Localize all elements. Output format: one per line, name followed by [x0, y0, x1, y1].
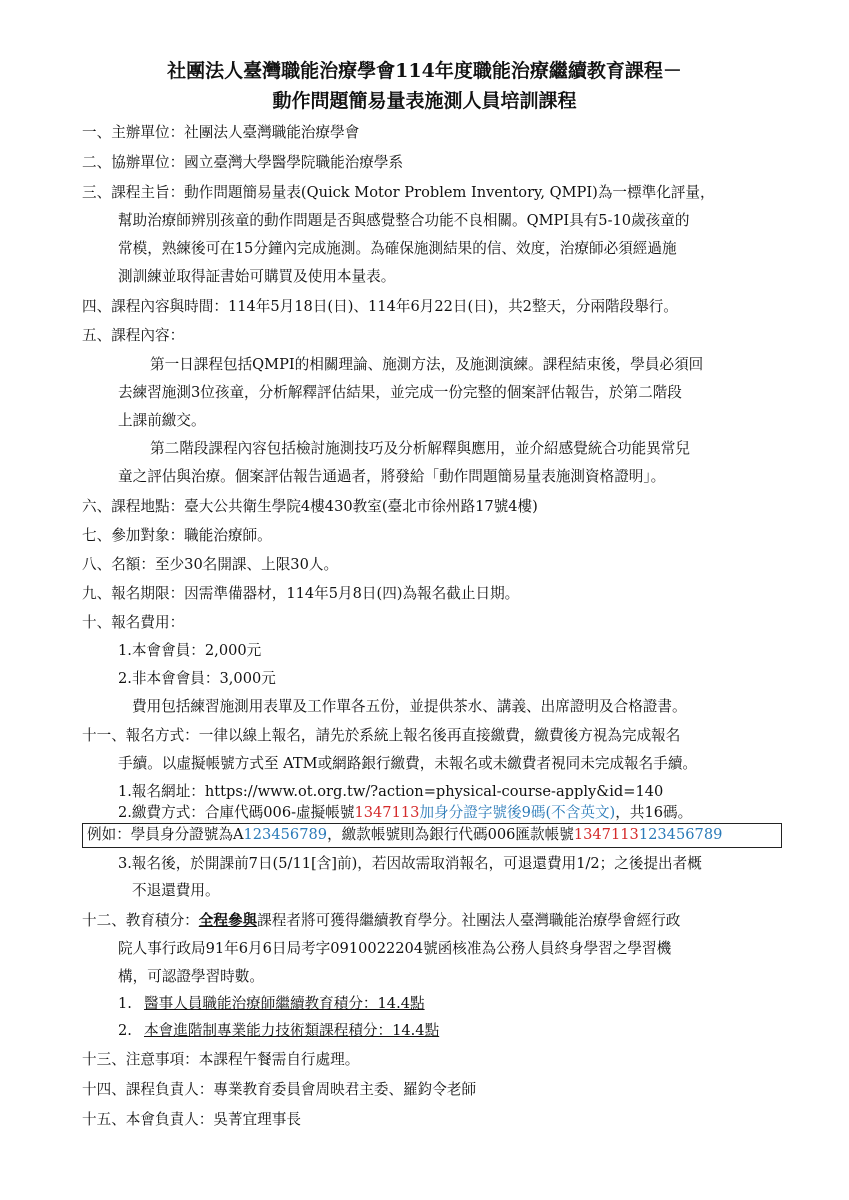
refund-policy-line1: 3.報名後，於開課前7日(5/11[含]前)，若因故需取消報名，可退還費用1/2；之後提出者概 — [118, 855, 702, 872]
purpose-line1: 三、課程主旨：動作問題簡易量表(Quick Motor Problem Inventory, QMPI)為一標準化評量， — [82, 184, 715, 201]
example-account-suffix: 123456789 — [638, 826, 723, 843]
document-title-line2: 動作問題簡易量表施測人員培訓課程 — [272, 90, 577, 112]
credits-line1 — [82, 914, 680, 929]
credit-item-2-number: 2. — [118, 1022, 132, 1039]
total-digits: ，共16碼。 — [615, 804, 693, 821]
full-attendance: 全程參與 — [198, 912, 258, 929]
credits-line3: 構，可認證學習時數。 — [118, 968, 264, 985]
participants: 七、參加對象：職能治療師。 — [82, 527, 272, 544]
quota: 八、名額：至少30名開課、上限30人。 — [82, 556, 339, 573]
credit-item-2 — [118, 1024, 439, 1039]
purpose-line4: 測訓練並取得証書始可購買及使用本量表。 — [118, 268, 396, 285]
registration-method-line1: 十一、報名方式：一律以線上報名，請先於系統上報名後再直接繳費，繳費後方視為完成報名 — [82, 727, 681, 744]
credit-item-1 — [118, 997, 425, 1012]
purpose-line3: 常模，熟練後可在15分鐘內完成施測。為確保施測結果的信、效度，治療師必須經過施 — [118, 240, 677, 257]
credit-item-2-text: 本會進階制專業能力技術類課程積分：14.4點 — [144, 1022, 440, 1039]
content-p2-line1: 第二階段課程內容包括檢討施測技巧及分析解釋與應用，並介紹感覺統合功能異常兒 — [150, 440, 690, 457]
virtual-account-prefix: 1347113 — [354, 804, 420, 821]
payment-method-label: 2.繳費方式：合庫代碼006-虛擬帳號 — [118, 804, 355, 821]
credit-item-1-number: 1. — [118, 995, 132, 1012]
document-title-line1: 社團法人臺灣職能治療學會114年度職能治療繼續教育課程－ — [167, 60, 682, 82]
course-content-heading: 五、課程內容： — [82, 327, 185, 344]
example-account-prefix: 1347113 — [573, 826, 639, 843]
fee-member: 1.本會會員：2,000元 — [118, 642, 262, 659]
content-p2-line2: 童之評估與治療。個案評估報告通過者，將發給「動作問題簡易量表施測資格證明」。 — [118, 468, 666, 485]
co-organizer: 二、協辦單位：國立臺灣大學醫學院職能治療學系 — [82, 154, 404, 171]
course-location: 六、課程地點：臺大公共衛生學院4樓430教室(臺北市徐州路17號4樓) — [82, 498, 538, 515]
registration-deadline: 九、報名期限：因需準備器材，114年5月8日(四)為報名截止日期。 — [82, 585, 520, 602]
fee-non-member: 2.非本會會員：3,000元 — [118, 670, 276, 687]
registration-url: 1.報名網址：https://www.ot.org.tw/?action=physical-course-apply&id=140 — [118, 783, 664, 800]
credit-item-1-text: 醫事人員職能治療師繼續教育積分：14.4點 — [144, 995, 425, 1012]
content-p1-line3: 上課前繳交。 — [118, 412, 206, 429]
example-middle: ，繳款帳號則為銀行代碼006匯款帳號 — [327, 826, 574, 843]
association-leader: 十五、本會負責人：吳菁宜理事長 — [82, 1111, 301, 1128]
course-schedule: 四、課程內容與時間：114年5月18日(日)、114年6月22日(日)，共2整天，分兩階段舉行。 — [82, 298, 678, 315]
example-label: 例如：學員身分證號為A — [87, 826, 244, 843]
organizer: 一、主辦單位：社團法人臺灣職能治療學會 — [82, 124, 360, 141]
fee-note: 費用包括練習施測用表單及工作單各五份，並提供茶水、講義、出席證明及合格證書。 — [132, 698, 687, 715]
payment-example-box — [82, 823, 782, 848]
credits-line2: 院人事行政局91年6月6日局考字0910022204號函核准為公務人員終身學習之學習機 — [118, 940, 672, 957]
notes: 十三、注意事項：本課程午餐需自行處理。 — [82, 1051, 360, 1068]
content-p1-line1: 第一日課程包括QMPI的相關理論、施測方法，及施測演練。課程結束後，學員必須回 — [150, 356, 704, 373]
refund-policy-line2: 不退還費用。 — [132, 882, 220, 899]
purpose-line2: 幫助治療師辨別孩童的動作問題是否與感覺整合功能不良相關。QMPI具有5-10歲孩童的 — [118, 212, 690, 229]
credits-label: 十二、教育積分： — [82, 912, 199, 929]
credits-text: 課程者將可獲得繼續教育學分。社團法人臺灣職能治療學會經行政 — [257, 912, 681, 929]
content-p1-line2: 去練習施測3位孩童，分析解釋評估結果，並完成一份完整的個案評估報告，於第二階段 — [118, 384, 682, 401]
registration-method-line2: 手續。以虛擬帳號方式至 ATM或網路銀行繳費，未報名或未繳費者視同未完成報名手續。 — [118, 755, 698, 772]
fee-heading: 十、報名費用： — [82, 614, 185, 631]
example-id-number: 123456789 — [243, 826, 328, 843]
course-leader: 十四、課程負責人：專業教育委員會周映君主委、羅鈞令老師 — [82, 1081, 477, 1098]
payment-method — [118, 806, 692, 821]
id-suffix-note: 加身分證字號後9碼(不含英文) — [419, 804, 616, 821]
